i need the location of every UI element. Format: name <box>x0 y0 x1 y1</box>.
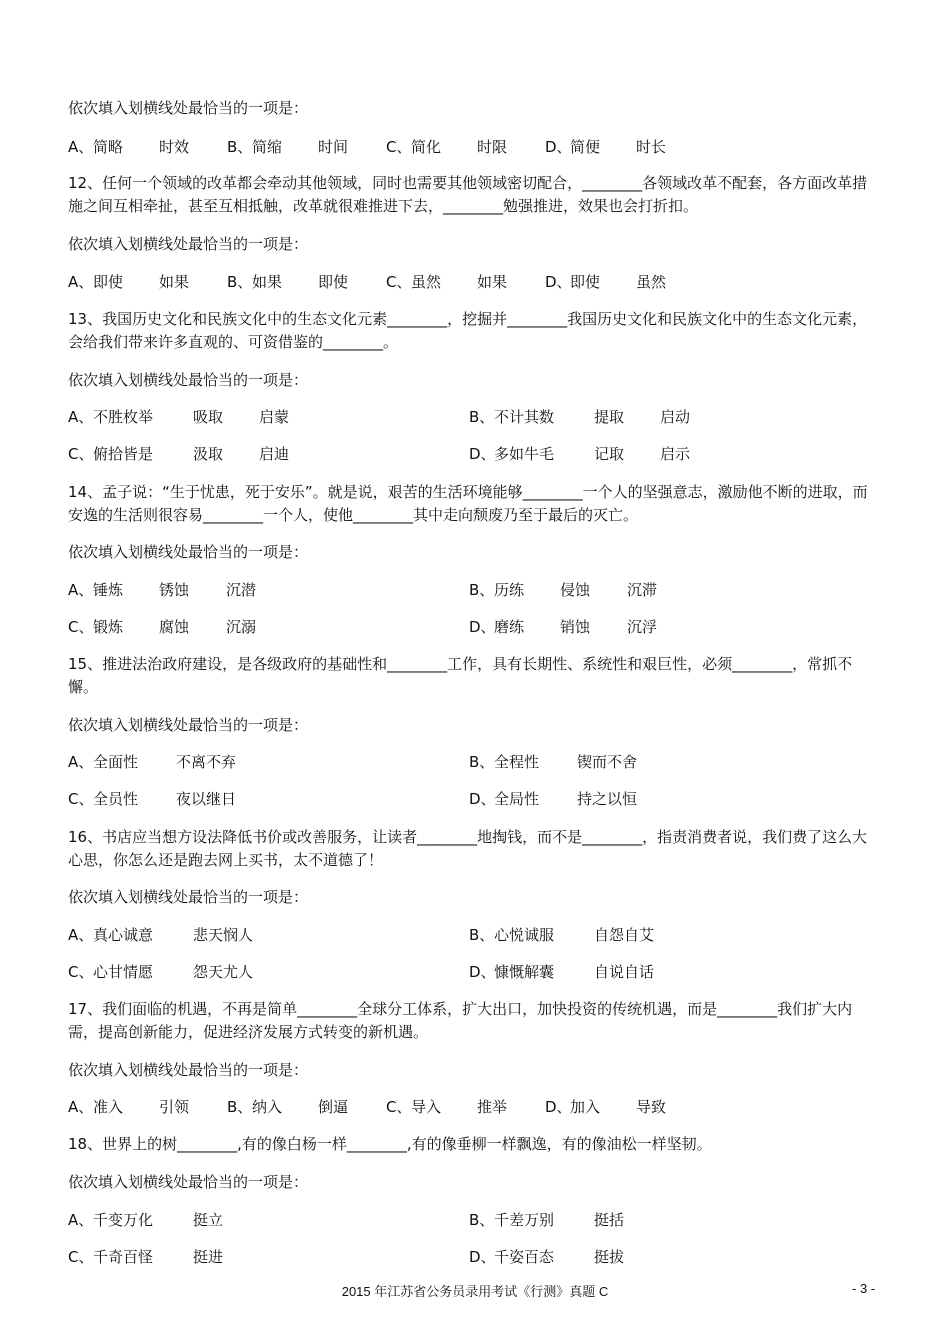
question-prompt: 依次填入划横线处最恰当的一项是： <box>68 543 309 561</box>
question-prompt: 依次填入划横线处最恰当的一项是： <box>68 371 309 389</box>
option-letter: B、 <box>227 273 253 291</box>
option-word: 全员性 <box>93 790 139 808</box>
q17-text: 17、我们面临的机遇，不再是简单________全球分工体系，扩大出口，加快投资的传统机遇，而是________我们扩大内需，提高创新能力，促进经济发展方式转变的新机遇。 <box>68 1000 853 1041</box>
option-word: 全面性 <box>93 753 139 771</box>
option-word: 全局性 <box>494 790 540 808</box>
option-word: 沉滞 <box>627 581 658 599</box>
option-word: 挺进 <box>193 1248 224 1266</box>
question-prompt: 依次填入划横线处最恰当的一项是： <box>68 235 309 253</box>
option-word: 即使 <box>570 273 601 291</box>
option-word: 磨练 <box>494 618 525 636</box>
option-word: 提取 <box>594 408 625 426</box>
option-word: 不胜枚举 <box>93 408 154 426</box>
option-word: 简化 <box>411 138 442 156</box>
option-word: 持之以恒 <box>577 790 638 808</box>
option-word: 准入 <box>93 1098 124 1116</box>
option-word: 锻炼 <box>93 618 124 636</box>
q14-text: 14、孟子说：“生于忧患，死于安乐”。就是说，艰苦的生活环境能够________一个人的坚强意志，激励他不断的进取，而安逸的生活则很容易________一个人，使他________其中走向颓废乃至于最后的灭亡。 <box>68 483 868 524</box>
option-letter: A、 <box>68 753 94 771</box>
option-letter: A、 <box>68 138 94 156</box>
question-prompt: 依次填入划横线处最恰当的一项是： <box>68 1173 309 1191</box>
q13-text: 13、我国历史文化和民族文化中的生态文化元素________，挖掘并________我国历史文化和民族文化中的生态文化元素，会给我们带来许多直观的、可资借鉴的________。 <box>68 310 868 351</box>
option-word: 锲而不舍 <box>577 753 638 771</box>
option-word: 夜以继日 <box>176 790 237 808</box>
option-word: 引领 <box>159 1098 190 1116</box>
option-letter: B、 <box>469 408 495 426</box>
question-prompt: 依次填入划横线处最恰当的一项是： <box>68 99 309 117</box>
option-word: 时间 <box>318 138 349 156</box>
option-letter: A、 <box>68 581 94 599</box>
option-letter: C、 <box>68 790 94 808</box>
option-letter: D、 <box>545 138 572 156</box>
option-word: 虽然 <box>636 273 667 291</box>
q15-text: 15、推进法治政府建设，是各级政府的基础性和________工作，具有长期性、系统性和艰巨性，必须________，常抓不懈。 <box>68 655 853 696</box>
option-letter: A、 <box>68 1211 94 1229</box>
option-word: 侵蚀 <box>560 581 591 599</box>
option-letter: D、 <box>469 618 496 636</box>
option-word: 倒逼 <box>318 1098 349 1116</box>
option-letter: C、 <box>386 1098 412 1116</box>
option-word: 如果 <box>477 273 508 291</box>
option-word: 推举 <box>477 1098 508 1116</box>
option-letter: D、 <box>469 1248 496 1266</box>
option-letter: A、 <box>68 273 94 291</box>
option-word: 历练 <box>494 581 525 599</box>
option-word: 导入 <box>411 1098 442 1116</box>
option-word: 千姿百态 <box>494 1248 555 1266</box>
option-letter: C、 <box>68 445 94 463</box>
option-letter: B、 <box>469 1211 495 1229</box>
option-word: 挺立 <box>193 1211 224 1229</box>
option-letter: D、 <box>545 273 572 291</box>
option-word: 导致 <box>636 1098 667 1116</box>
option-letter: B、 <box>227 1098 253 1116</box>
q16-text: 16、书店应当想方设法降低书价或改善服务，让读者________地掏钱，而不是________，指责消费者说，我们费了这么大心思，你怎么还是跑去网上买书，太不道德了！ <box>68 828 868 869</box>
option-letter: D、 <box>469 445 496 463</box>
option-word: 沉溺 <box>226 618 257 636</box>
option-word: 千变万化 <box>93 1211 154 1229</box>
option-word: 怨天尤人 <box>193 963 254 981</box>
q12-text: 12、任何一个领域的改革都会牵动其他领域，同时也需要其他领域密切配合，________各领域改革不配套，各方面改革措施之间互相牵扯，甚至互相抵触，改革就很难推进下去，________勉强推进，效果也会打折扣。 <box>68 174 868 215</box>
option-letter: C、 <box>68 963 94 981</box>
option-word: 启蒙 <box>259 408 290 426</box>
option-word: 沉浮 <box>627 618 658 636</box>
option-word: 真心诚意 <box>93 926 154 944</box>
option-letter: D、 <box>545 1098 572 1116</box>
option-word: 简便 <box>570 138 601 156</box>
option-word: 多如牛毛 <box>494 445 555 463</box>
option-word: 慷慨解囊 <box>494 963 555 981</box>
option-word: 锤炼 <box>93 581 124 599</box>
option-word: 纳入 <box>252 1098 283 1116</box>
option-word: 沉潜 <box>226 581 257 599</box>
option-word: 虽然 <box>411 273 442 291</box>
option-word: 启迪 <box>259 445 290 463</box>
option-letter: C、 <box>68 618 94 636</box>
option-letter: D、 <box>469 963 496 981</box>
option-word: 不离不弃 <box>176 753 237 771</box>
option-word: 千奇百怪 <box>93 1248 154 1266</box>
option-letter: A、 <box>68 408 94 426</box>
option-word: 心甘情愿 <box>93 963 154 981</box>
option-word: 时效 <box>159 138 190 156</box>
option-letter: B、 <box>469 926 495 944</box>
option-word: 自怨自艾 <box>594 926 655 944</box>
option-word: 时限 <box>477 138 508 156</box>
option-letter: A、 <box>68 1098 94 1116</box>
option-word: 简缩 <box>252 138 283 156</box>
option-letter: D、 <box>469 790 496 808</box>
page-number: - 3 - <box>852 1281 876 1296</box>
question-prompt: 依次填入划横线处最恰当的一项是： <box>68 888 309 906</box>
option-word: 即使 <box>93 273 124 291</box>
footer-title: 2015 年江苏省公务员录用考试《行测》真题 C <box>341 1284 609 1299</box>
option-word: 即使 <box>318 273 349 291</box>
option-word: 自说自话 <box>594 963 655 981</box>
option-letter: B、 <box>469 581 495 599</box>
option-word: 如果 <box>159 273 190 291</box>
option-word: 锈蚀 <box>159 581 190 599</box>
option-word: 简略 <box>93 138 124 156</box>
option-letter: C、 <box>386 273 412 291</box>
q18-text: 18、世界上的树________,有的像白杨一样________,有的像垂柳一样飘逸，有的像油松一样坚韧。 <box>68 1135 712 1153</box>
option-word: 全程性 <box>494 753 540 771</box>
option-word: 俯拾皆是 <box>93 445 154 463</box>
question-prompt: 依次填入划横线处最恰当的一项是： <box>68 1061 309 1079</box>
option-word: 启动 <box>660 408 691 426</box>
option-word: 销蚀 <box>560 618 591 636</box>
option-letter: C、 <box>68 1248 94 1266</box>
option-letter: A、 <box>68 926 94 944</box>
option-word: 加入 <box>570 1098 601 1116</box>
option-word: 如果 <box>252 273 283 291</box>
option-letter: C、 <box>386 138 412 156</box>
option-word: 挺括 <box>594 1211 625 1229</box>
option-word: 千差万别 <box>494 1211 555 1229</box>
option-word: 汲取 <box>193 445 224 463</box>
option-word: 腐蚀 <box>159 618 190 636</box>
option-letter: B、 <box>469 753 495 771</box>
option-word: 悲天悯人 <box>193 926 254 944</box>
option-word: 记取 <box>594 445 625 463</box>
option-word: 心悦诚服 <box>494 926 555 944</box>
option-word: 吸取 <box>193 408 224 426</box>
question-prompt: 依次填入划横线处最恰当的一项是： <box>68 716 309 734</box>
option-letter: B、 <box>227 138 253 156</box>
option-word: 启示 <box>660 445 691 463</box>
option-word: 挺拔 <box>594 1248 625 1266</box>
option-word: 时长 <box>636 138 667 156</box>
option-word: 不计其数 <box>494 408 555 426</box>
